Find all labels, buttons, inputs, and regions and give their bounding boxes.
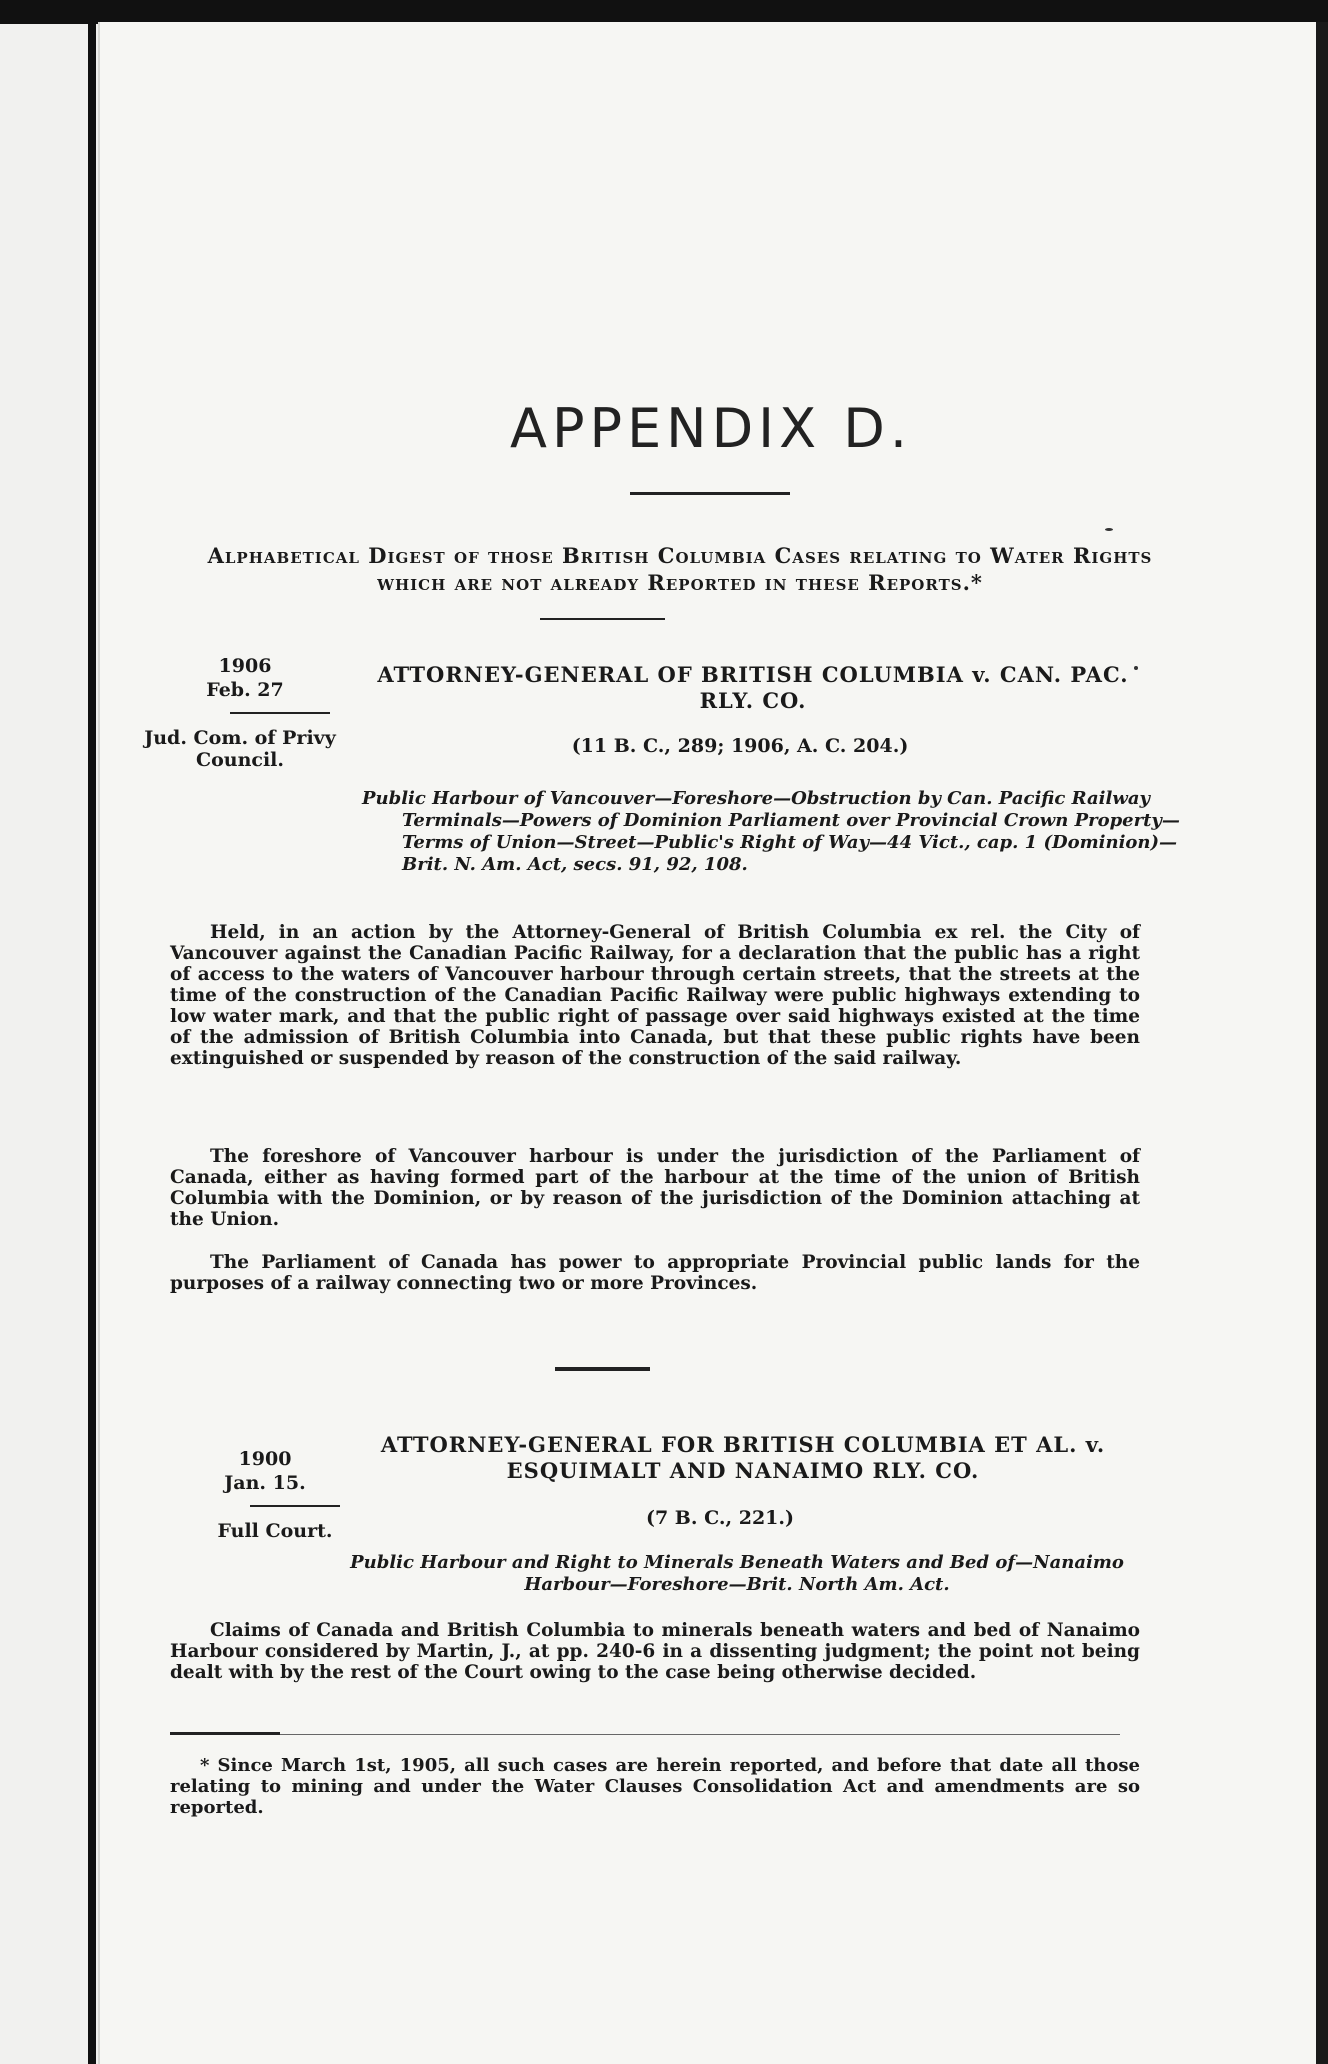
case1-date: Feb. 27 [206,679,284,701]
binding-edge [88,0,96,2064]
case2-date: Jan. 15. [224,1472,306,1494]
case1-heading: ATTORNEY-GENERAL OF BRITISH COLUMBIA v. CAN. PAC. RLY. CO. [377,662,1129,713]
footnote-rule-short [170,1732,280,1735]
scan-speck [1105,528,1113,531]
case2-citation: (7 B. C., 221.) [645,1507,794,1529]
case2-court: Full Court. [217,1520,333,1542]
case2-margin-rule [250,1505,340,1507]
case1-citation: (11 B. C., 289; 1906, A. C. 204.) [571,735,909,757]
case-separator-rule [555,1367,650,1371]
footnote: * Since March 1st, 1905, all such cases are herein reported, and before that date all those relating to mining and under the Water Clauses Consolidation Act and amendments are so reported. [170,1755,1140,1818]
title-rule [630,492,790,495]
left-margin [0,0,100,2064]
footnote-rule [170,1734,1120,1735]
scan-border-right [1316,22,1328,2064]
case1-court: Jud. Com. of Privy Council. [144,727,336,771]
scan-border-top [0,0,1328,24]
case1-paragraph-3: The Parliament of Canada has power to appropriate Provincial public lands for the purposes of a railway connecting two or more Provinces. [170,1252,1140,1294]
case2-heading: ATTORNEY-GENERAL FOR BRITISH COLUMBIA ET AL. v. ESQUIMALT AND NANAIMO RLY. CO. [380,1432,1106,1483]
appendix-title: APPENDIX D. [510,397,912,460]
case2-catchwords: Public Harbour and Right to Minerals Beneath Waters and Bed of—Nanaimo Harbour—Foreshore—Brit. North Am. Act. [350,1552,1124,1595]
case1-paragraph-1: Held, in an action by the Attorney-General of British Columbia ex rel. the City of Vancouver against the Canadian Pacific Railway, for a declaration that the public has a right of access to the waters of Vancouver harbour through certain streets, that the streets at the time of the construction of the Canadian Pacific Railway were public highways extending to low water mark, and that the public right of passage over said highways existed at the time of the admission of British Columbia into Canada, but that these public rights have been extinguished or suspended by reason of the construction of the said railway. [170,922,1140,1069]
case2-year: 1900 [238,1448,292,1470]
appendix-subtitle: Alphabetical Digest of those British Columbia Cases relating to Water Rights which are not already Reported in these Reports.* [207,543,1153,595]
case2-paragraph-1: Claims of Canada and British Columbia to minerals beneath waters and bed of Nanaimo Harbour considered by Martin, J., at pp. 240-6 in a dissenting judgment; the point not being dealt with by the rest of the Court owing to the case being otherwise decided. [170,1620,1140,1683]
case1-margin-rule [230,712,330,714]
case1-catchwords: Public Harbour of Vancouver—Foreshore—Obstruction by Can. Pacific Railway Terminals—Powers of Dominion Parliament over Provincial Crown Property—Terms of Union—Street—Public's Right of Way—44 Vict., cap. 1 (Dominion)—Brit. N. Am. Act, secs. 91, 92, 108. [362,788,1180,875]
document-page [98,22,1322,2064]
subtitle-rule [540,618,665,620]
scan-speck [1134,666,1138,670]
case1-paragraph-2: The foreshore of Vancouver harbour is under the jurisdiction of the Parliament of Canada, either as having formed part of the harbour at the time of the union of British Columbia with the Dominion, or by reason of the jurisdiction of the Dominion attaching at the Union. [170,1146,1140,1230]
case1-year: 1906 [218,655,272,677]
